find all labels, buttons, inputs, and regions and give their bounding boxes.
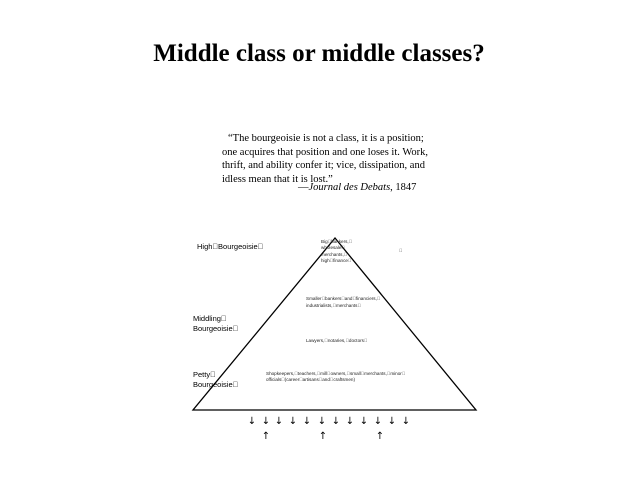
down-arrow-icon: ↓ (345, 416, 355, 427)
down-arrow-icon: ↓ (331, 416, 341, 427)
down-arrow-icon: ↓ (247, 416, 257, 427)
attribution-dash: — (298, 182, 309, 193)
level-label-petty-bourgeoisie: Bourgeoisie  (193, 380, 239, 389)
pyramid-text-middle: Smaller bankers and financiers,  (306, 296, 381, 301)
level-label-middling-bourgeoisie: Bourgeoisie  (193, 324, 239, 333)
down-arrow-icon: ↓ (302, 416, 312, 427)
down-arrow-icon: ↓ (274, 416, 284, 427)
quote-line: “The bourgeoisie is not a class, it is a position; (228, 133, 424, 144)
pyramid-text-top: Big bankers,  (321, 239, 353, 244)
slide-title: Middle class or middle classes? (153, 40, 485, 67)
pyramid-text-middle: industrialists, merchants  (306, 303, 361, 308)
pyramid-text-bottom: officials (career artisans and craftsmen) (266, 377, 356, 382)
level-label-high-bourgeoisie: High Bourgeoisie  (197, 242, 264, 251)
down-arrows (248, 416, 410, 427)
quote-line: thrift, and ability confer it; vice, dissipation, and (222, 160, 425, 171)
up-arrows (262, 431, 384, 442)
level-label-petty: Petty  (193, 370, 216, 379)
attribution-year: , 1847 (390, 182, 417, 193)
quote-line: idless mean that it is lost.” (222, 173, 333, 185)
quote-line: one acquires that position and one loses it. Work, (222, 146, 429, 158)
stray-mark:   (399, 248, 403, 253)
pyramid-text-top: merchants,  (321, 252, 348, 257)
up-arrow-icon: ↑ (375, 431, 385, 442)
pyramid-text-lawyers: Lawyers, notaries, doctors  (306, 338, 368, 343)
down-arrow-icon: ↓ (373, 416, 383, 427)
pyramid-text-bottom: Shopkeepers, teachers, mill owners, small merchants, minor  (266, 371, 406, 376)
up-arrow-icon: ↑ (261, 431, 271, 442)
down-arrow-icon: ↓ (288, 416, 298, 427)
down-arrow-icon: ↓ (401, 416, 411, 427)
pyramid-text-top: high finance  (321, 258, 352, 263)
attribution-source: Journal des Debats (308, 182, 391, 193)
up-arrow-icon: ↑ (318, 431, 328, 442)
down-arrow-icon: ↓ (261, 416, 271, 427)
pyramid-text-top: wholesale  (321, 245, 345, 250)
down-arrow-icon: ↓ (317, 416, 327, 427)
down-arrow-icon: ↓ (387, 416, 397, 427)
level-label-middling: Middling  (193, 314, 227, 323)
down-arrow-icon: ↓ (359, 416, 369, 427)
